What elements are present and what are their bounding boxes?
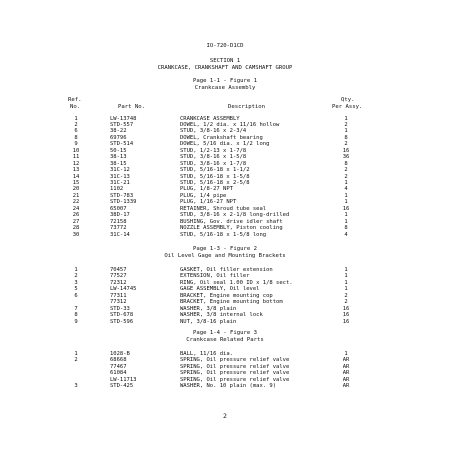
parts-row [0, 377, 450, 383]
ref-number: 15 [72, 180, 80, 186]
section-title: CRANKCASE, CRANKSHAFT AND CAMSHAFT GROUP [157, 64, 293, 71]
part-number: 1102 [110, 186, 124, 193]
part-number: 38D-17 [110, 212, 130, 219]
part-number: 73772 [110, 225, 127, 232]
part-number: STD-425 [110, 383, 134, 389]
part-description: NOZZLE ASSEMBLY, Piston cooling [180, 225, 283, 232]
quantity: 1 [344, 273, 348, 279]
quantity: 1 [344, 180, 348, 186]
ref-number: 10 [72, 147, 80, 154]
quantity: AR [342, 376, 350, 383]
part-description: STUD, 1/2-13 x 1-7/8 [180, 147, 247, 154]
parts-row [0, 293, 450, 299]
part-number: 38-22 [110, 128, 127, 135]
part-description: BUSHING, Gov. drive idler shaft [180, 218, 283, 225]
ref-number: 22 [72, 199, 80, 206]
part-number: 69796 [110, 134, 127, 141]
quantity: 2 [344, 167, 348, 174]
parts-row [0, 273, 450, 279]
quantity: AR [342, 370, 350, 376]
parts-row [0, 232, 450, 238]
part-description: PLUG, 1/8-27 NPT [180, 186, 233, 193]
quantity: 2 [344, 292, 348, 299]
part-number: STD-514 [110, 141, 134, 148]
parts-row [0, 383, 450, 389]
section-number: SECTION 1 [209, 58, 241, 64]
part-number: 72158 [110, 218, 127, 225]
parts-row [0, 128, 450, 134]
ref-number: 6 [74, 292, 78, 299]
parts-row [0, 199, 450, 205]
quantity: 1 [344, 266, 348, 273]
figure1-title: Page 1-1 - Figure 1 [193, 78, 257, 84]
ref-number: 2 [74, 121, 78, 128]
quantity: AR [342, 357, 350, 363]
ref-number: 26 [72, 212, 80, 219]
part-description: GAGE ASSEMBLY, Oil level [180, 286, 260, 292]
part-description: STUD, 5/16-18 x 1-1/2 [180, 167, 250, 174]
ref-number: 7 [74, 305, 78, 312]
part-description: WASHER, 3/8 internal lock [180, 312, 263, 318]
parts-row [0, 193, 450, 199]
part-description: GASKET, Oil filler extension [180, 266, 273, 273]
part-number: 65007 [110, 205, 127, 212]
parts-row [0, 154, 450, 160]
part-description: STUD, 5/16-18 x 1-5/8 long [180, 231, 267, 238]
quantity: 1 [344, 279, 348, 286]
part-description: DOWEL, 1/2 dia. x 11/16 hollow [180, 121, 280, 128]
parts-row [0, 116, 450, 122]
part-description: SPRING, Oil pressure relief valve [180, 357, 290, 363]
quantity: 1 [344, 286, 348, 292]
parts-row [0, 267, 450, 273]
parts-row [0, 299, 450, 305]
quantity: 16 [342, 312, 350, 318]
ref-number: 8 [74, 312, 78, 318]
quantity: 16 [342, 147, 350, 154]
quantity: 1 [344, 212, 348, 219]
ref-number: 2 [74, 357, 78, 363]
part-number: STD-596 [110, 318, 134, 325]
part-description: WASHER, No. 10 plain (max. 9) [180, 383, 277, 389]
part-number: LW-11713 [110, 376, 137, 383]
quantity: 16 [342, 305, 350, 312]
parts-row [0, 319, 450, 325]
part-number: STD-33 [110, 305, 130, 312]
part-description: DOWEL, Crankshaft bearing [180, 134, 263, 141]
quantity: 1 [344, 115, 348, 122]
parts-row [0, 148, 450, 154]
quantity: 2 [344, 121, 348, 128]
part-number: 31C-12 [110, 167, 130, 174]
part-number: 68668 [110, 357, 127, 363]
ref-number: 9 [74, 318, 78, 325]
parts-row [0, 286, 450, 292]
part-number: LW-14745 [110, 286, 137, 292]
quantity: 2 [344, 141, 348, 148]
header-ref-line2: No. [70, 103, 81, 110]
quantity: 1 [344, 218, 348, 225]
quantity: 36 [342, 154, 350, 161]
quantity: AR [342, 383, 350, 389]
parts-row [0, 357, 450, 363]
ref-number: 6 [74, 128, 78, 135]
page-number: 2 [223, 412, 227, 420]
ref-number: 1 [74, 350, 78, 357]
figure3-title: Page 1-4 - Figure 3 [193, 330, 257, 336]
quantity: 1 [344, 350, 348, 357]
parts-row [0, 161, 450, 167]
part-number: STD-557 [110, 121, 134, 128]
ref-number: 3 [74, 279, 78, 286]
part-number: 77312 [110, 299, 127, 305]
quantity: AR [342, 363, 350, 370]
part-number: 38-13 [110, 154, 127, 161]
parts-row [0, 306, 450, 312]
ref-number: 20 [72, 186, 80, 193]
part-number: 38-15 [110, 160, 127, 167]
ref-number: 28 [72, 225, 80, 232]
part-number: 31C-14 [110, 231, 130, 238]
part-number: STD-783 [110, 192, 134, 199]
parts-row [0, 135, 450, 141]
part-number: STD-678 [110, 312, 134, 318]
quantity: 4 [344, 231, 348, 238]
header-ref-line1: Ref. [68, 97, 82, 103]
part-description: STUD, 3/8-16 x 1-5/8 [180, 154, 247, 161]
part-number: 31C-21 [110, 180, 130, 186]
quantity: 1 [344, 192, 348, 199]
part-description: BRACKET, Engine mounting bottom [180, 299, 283, 305]
ref-number: 3 [74, 383, 78, 389]
part-description: SPRING, Oil pressure relief valve [180, 363, 290, 370]
figure2-subtitle: Oil Level Gage and Mounting Brackets [164, 252, 286, 259]
ref-number: 1 [74, 115, 78, 122]
part-number: LW-13748 [110, 115, 137, 122]
parts-row [0, 141, 450, 147]
parts-row [0, 280, 450, 286]
parts-row [0, 370, 450, 376]
parts-row [0, 312, 450, 318]
parts-row [0, 351, 450, 357]
ref-number: 11 [72, 154, 80, 161]
parts-row [0, 174, 450, 180]
ref-number: 14 [72, 173, 80, 180]
part-number: 31C-13 [110, 173, 130, 180]
ref-number: 13 [72, 167, 80, 174]
ref-number: 27 [72, 218, 80, 225]
quantity: 1 [344, 128, 348, 135]
part-number: 70457 [110, 266, 127, 273]
part-description: CRANKCASE ASSEMBLY [180, 115, 240, 122]
quantity: 8 [344, 134, 348, 141]
header-part-number: Part No. [118, 103, 145, 110]
figure2-title: Page 1-3 - Figure 2 [193, 246, 257, 252]
part-description: RING, Oil seal 1.00 ID x 1/8 sect. [180, 279, 293, 286]
part-number: 61084 [110, 370, 127, 376]
part-description: STUD, 3/8-16 x 2-3/4 [180, 128, 247, 135]
part-description: DOWEL, 5/16 dia. x 1/2 long [180, 141, 270, 148]
part-description: STUD, 3/8-16 x 1-7/8 [180, 160, 247, 167]
ref-number: 9 [74, 141, 78, 148]
part-description: PLUG, 1/16-27 NPT [180, 199, 237, 206]
part-number: STD-1339 [110, 199, 137, 206]
quantity: 2 [344, 299, 348, 305]
part-description: NUT, 3/8-16 plain [180, 318, 237, 325]
part-description: RETAINER, Shroud tube seal [180, 205, 267, 212]
quantity: 2 [344, 173, 348, 180]
quantity: 1 [344, 199, 348, 206]
parts-row [0, 122, 450, 128]
part-description: STUD, 5/16-18 x 2-5/8 [180, 180, 250, 186]
parts-row [0, 180, 450, 186]
part-description: BRACKET, Engine mounting cop [180, 292, 273, 299]
ref-number: 21 [72, 192, 80, 199]
parts-row [0, 225, 450, 231]
part-description: STUD, 3/8-16 x 2-1/8 long-drilled [180, 212, 290, 219]
part-number: 50-15 [110, 147, 127, 154]
part-number: 77311 [110, 292, 127, 299]
part-description: BALL, 11/16 dia. [180, 350, 233, 357]
quantity: 8 [344, 160, 348, 167]
header-description: Description [228, 103, 266, 110]
part-number: 77467 [110, 363, 127, 370]
part-description: STUD, 5/16-18 x 1-5/8 [180, 173, 250, 180]
part-description: SPRING, Oil pressure relief valve [180, 370, 290, 376]
quantity: 8 [344, 225, 348, 232]
part-description: WASHER, 3/8 plain [180, 305, 237, 312]
part-description: EXTENSION, Oil filler [180, 273, 250, 279]
part-number: 72312 [110, 279, 127, 286]
parts-row [0, 364, 450, 370]
parts-row [0, 212, 450, 218]
header-qty-line2: Per Assy. [332, 103, 363, 110]
parts-row [0, 167, 450, 173]
ref-number: 30 [72, 231, 80, 238]
parts-row [0, 186, 450, 192]
ref-number: 2 [74, 273, 78, 279]
document-id: IO-720-D1CD [206, 43, 244, 49]
parts-row [0, 219, 450, 225]
ref-number: 8 [74, 134, 78, 141]
quantity: 4 [344, 186, 348, 193]
figure1-subtitle: Crankcase Assembly [194, 84, 256, 91]
quantity: 16 [342, 205, 350, 212]
figure3-subtitle: Crankcase Related Parts [186, 336, 264, 343]
ref-number: 1 [74, 266, 78, 273]
ref-number: 5 [74, 286, 78, 292]
header-qty-line1: Qty. [341, 97, 355, 103]
ref-number: 12 [72, 160, 80, 167]
part-description: SPRING, Oil pressure relief valve [180, 376, 290, 383]
ref-number: 24 [72, 205, 80, 212]
quantity: 16 [342, 318, 350, 325]
part-number: 77527 [110, 273, 127, 279]
part-description: PLUG, 1/4 pipe [180, 192, 227, 199]
part-number: 1028-B [110, 350, 130, 357]
parts-row [0, 206, 450, 212]
